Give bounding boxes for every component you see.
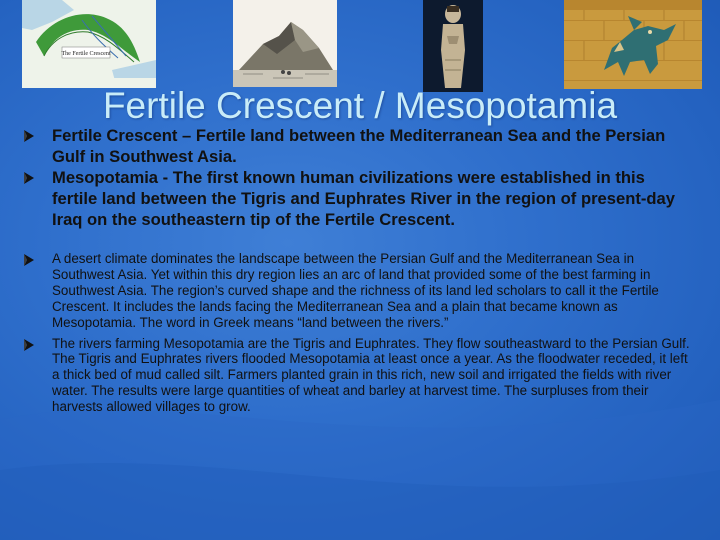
bullet-text: Mesopotamia - The first known human civilizations were established in this fertile land between the Tigris and Euphrates River in the region of present-day Iraq on the southeastern tip of the Fertile Crescent. xyxy=(52,168,676,229)
bullet-desert-climate xyxy=(22,251,692,331)
bullet-text: The rivers farming Mesopotamia are the Tigris and Euphrates. They flow southeastward to the Persian Gulf. The Tigris and Euphrates rivers flooded Mesopotamia at least once a year. As the floodwater receded, it left a thick bed of mud called silt. Farmers planted grain in this rich, new soil and irrigated the fields with river water. The results were large quantities of wheat and barley at harvest time. The surpluses from their harvests allowed villages to grow. xyxy=(52,335,690,415)
arrowhead-bullet-icon xyxy=(22,171,36,185)
bullet-text: A desert climate dominates the landscape between the Persian Gulf and the Mediterranean Sea in Southwest Asia. Yet within this dry region lies an arc of land that provided some of the best farming in Southwest Asia. The region’s curved shape and the richness of its land led scholars to call it the Fertile Crescent. It includes the lands facing the Mediterranean Sea and a plain that became known as Mesopotamia. The word in Greek means “land between the rivers.” xyxy=(52,251,659,330)
sumerian-statue-image xyxy=(423,0,483,92)
arrowhead-bullet-icon xyxy=(22,129,36,143)
lamassu-relief-image xyxy=(564,0,702,89)
mound-engraving-image xyxy=(233,0,337,87)
bullet-mesopotamia xyxy=(22,167,692,230)
header-images xyxy=(0,0,720,90)
bullet-rivers xyxy=(22,336,692,416)
arrowhead-bullet-icon xyxy=(22,338,36,352)
fertile-crescent-map-image xyxy=(22,0,156,88)
bullet-list xyxy=(22,125,692,415)
slide-title: Fertile Crescent / Mesopotamia xyxy=(102,85,618,126)
arrowhead-bullet-icon xyxy=(22,253,36,267)
bullet-fertile-crescent xyxy=(22,125,692,167)
bullet-text: Fertile Crescent – Fertile land between the Mediterranean Sea and the Persian Gulf in Southwest Asia. xyxy=(52,126,666,166)
map-caption: The Fertile Crescent xyxy=(61,51,111,57)
